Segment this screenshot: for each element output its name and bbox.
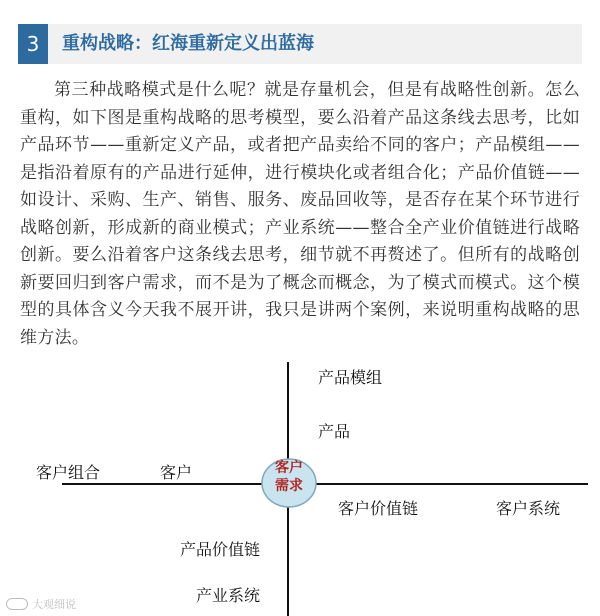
- watermark-text: 大观细说: [32, 598, 76, 611]
- center-label: [266, 459, 312, 495]
- label-product-value-chain: 产品价值链: [180, 540, 261, 559]
- section-header: [18, 24, 582, 64]
- strategy-diagram: [0, 340, 600, 616]
- label-customer-system: 客户系统: [496, 499, 561, 518]
- label-product: 产品: [318, 422, 351, 441]
- watermark-logo-icon: [6, 598, 28, 610]
- center-label-line1: 客户: [275, 460, 303, 476]
- label-customer-value-chain: 客户价值链: [338, 499, 419, 518]
- watermark: [6, 596, 76, 612]
- section-number: 3: [18, 24, 48, 64]
- center-label-line2: 需求: [275, 478, 303, 494]
- label-product-module: 产品模组: [318, 368, 383, 387]
- body-paragraph: 第三种战略模式是什么呢？就是存量机会，但是有战略性创新。怎么重构，如下图是重构战略的思考模型，要么沿着产品这条线去思考，比如产品环节——重新定义产品，或者把产品卖给不同的客户；产品模组——是指沿着原有的产品进行延伸，进行模块化或者组合化；产品价值链——如设计、采购、生产、销售、服务、废品回收等，是否存在某个环节进行战略创新，形成新的商业模式；产业系统——整合全产业价值链进行战略创新。要么沿着客户这条线去思考，细节就不再赘述了。但所有的战略创新要回归到客户需求，而不是为了概念而概念，为了模式而模式。这个模型的具体含义今天我不展开讲，我只是讲两个案例，来说明重构战略的思维方法。: [20, 80, 580, 348]
- label-customer-combo: 客户组合: [36, 463, 101, 482]
- section-title: 重构战略：红海重新定义出蓝海: [62, 33, 314, 54]
- label-customer: 客户: [160, 463, 193, 482]
- label-industry-system: 产业系统: [196, 586, 261, 605]
